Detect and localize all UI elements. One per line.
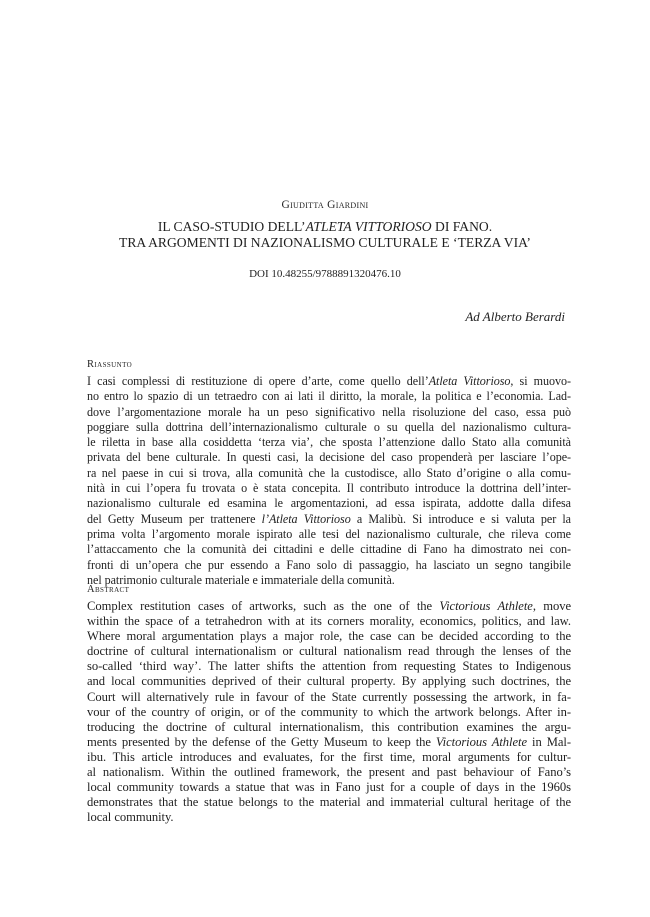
text-line — [87, 389, 571, 404]
text-run: no entro lo spazio di un tetraedro con ai lati il diritto, la morale, la politica e l’economia. Lad- — [87, 389, 571, 404]
text-line — [87, 599, 571, 614]
text-line — [87, 527, 571, 542]
text-run: vour of the country of origin, or of the community to which the artwork belongs. After in- — [87, 704, 571, 719]
text-run: ra nel paese in cui si trova, alla comunità che la custodisce, allo Stato d’origine o alla comu- — [87, 465, 571, 480]
title-line-1 — [0, 219, 650, 235]
text-run: so-called ‘third way’. The latter shifts the attention from requesting States to Indigenous — [87, 659, 571, 674]
text-run: within the space of a tetrahedron with at its corners morality, economics, politics, and law. — [87, 614, 571, 629]
text-run: ibu. This article introduces and evaluates, for the first time, moral arguments for cultur- — [87, 749, 571, 764]
text-line — [87, 420, 571, 435]
text-run: Court will alternatively rule in favour of the State currently possessing the artwork, in fa- — [87, 689, 571, 704]
text-run: a Malibù. Si introduce e si valuta per la — [350, 511, 571, 526]
text-run: and local communities deprived of their cultural property. By applying such doctrines, the — [87, 674, 571, 689]
text-line — [87, 614, 571, 629]
title-line-1-prefix: IL CASO-STUDIO DELL’ — [157, 219, 306, 234]
riassunto-section — [87, 358, 571, 588]
italic-phrase: l’Atleta Vittorioso — [261, 511, 351, 526]
text-line — [87, 496, 571, 511]
text-run: demonstrates that the statue belongs to the material and immaterial cultural heritage of the — [87, 795, 571, 810]
text-line — [87, 720, 571, 735]
text-line — [87, 795, 571, 810]
text-run: troducing the doctrine of cultural internationalism, this contribution examines the argu- — [87, 719, 571, 734]
text-run: Where moral argumentation plays a major role, the case can be decided according to the — [87, 629, 571, 644]
text-run: ments presented by the defense of the Getty Museum to keep the — [87, 734, 436, 749]
text-line — [87, 750, 571, 765]
title-line-1-suffix: DI FANO. — [431, 219, 493, 234]
text-line — [87, 542, 571, 557]
text-line — [87, 735, 571, 750]
author-name: Giuditta Giardini — [281, 199, 369, 211]
text-run: local community towards a statue that was in Fano just for a couple of days in the 1960s — [87, 780, 571, 795]
italic-phrase: Victorious Athlete — [435, 734, 528, 749]
article-title — [0, 219, 650, 251]
text-run: Complex restitution cases of artworks, such as the one of the — [87, 599, 440, 613]
italic-phrase: Atleta Vittorioso — [428, 374, 511, 388]
italic-phrase: Victorious Athlete — [439, 599, 533, 613]
text-run: l’attaccamento che la comunità dei cittadini e delle cittadine di Fano ha dimostrato nei con- — [87, 542, 571, 557]
text-run: , si muovo- — [510, 374, 571, 388]
text-run: nazionalismo culturale ed esamina le argomentazioni, ad essa ispirata, addotte dalla difesa — [87, 496, 571, 511]
text-run: le riletta in base alla cosiddetta ‘terza via’, che sposta l’attenzione dallo Stato alla comunità — [87, 435, 571, 450]
text-run: poggiare sulla dottrina dell’internazionalismo culturale o su quella del nazionalismo cultura- — [87, 419, 571, 434]
title-line-2: TRA ARGOMENTI DI NAZIONALISMO CULTURALE E ‘TERZA VIA’ — [119, 235, 531, 250]
text-run: dove l’argomentazione morale ha un peso significativo nella risoluzione del caso, essa può — [87, 404, 571, 419]
text-line — [87, 810, 571, 825]
dedication: Ad Alberto Berardi — [465, 309, 565, 324]
title-line-1-italic: ATLETA VITTORIOSO — [305, 219, 432, 234]
riassunto-heading: Riassunto — [87, 359, 133, 370]
text-run: local community. — [87, 810, 174, 825]
text-line — [87, 765, 571, 780]
text-run: nel patrimonio culturale materiale e immateriale della comunità. — [87, 572, 395, 587]
text-line — [87, 690, 571, 705]
text-line — [87, 450, 571, 465]
text-line — [87, 659, 571, 674]
text-run: doctrine of cultural internationalism or cultural nationalism read through the lenses of the — [87, 644, 571, 659]
text-line — [87, 780, 571, 795]
text-line — [87, 405, 571, 420]
text-line — [87, 435, 571, 450]
abstract-heading: Abstract — [87, 584, 130, 595]
text-run: fronti di un’opera che pur essendo a Fano solo di passaggio, ha lasciato un segno tangibile — [87, 557, 571, 572]
text-run: del Getty Museum per trattenere — [87, 511, 262, 526]
text-run: nità in cui l’opera fu trovata o è stata concepita. Il contributo introduce la dottrina dell’inter- — [87, 481, 571, 496]
text-line — [87, 644, 571, 659]
text-run: prima volta l’argomento morale ispirato alle tesi del nazionalismo culturale, che rileva come — [87, 526, 571, 541]
text-line — [87, 512, 571, 527]
text-run: , move — [532, 599, 571, 613]
text-run: al nationalism. Within the outlined framework, the present and past behaviour of Fano’s — [87, 765, 571, 780]
text-line — [87, 629, 571, 644]
text-line — [87, 466, 571, 481]
abstract-body — [87, 599, 571, 825]
text-line — [87, 674, 571, 689]
text-run: I casi complessi di restituzione di opere d’arte, come quello dell’ — [87, 374, 429, 388]
riassunto-body — [87, 374, 571, 588]
text-line — [87, 558, 571, 573]
text-line — [87, 481, 571, 496]
text-line — [87, 374, 571, 389]
text-line — [87, 705, 571, 720]
doi-identifier: DOI 10.48255/9788891320476.10 — [249, 268, 401, 280]
text-run: privata del bene culturale. In questi casi, la decisione del caso propenderà per lasciare l’ope- — [87, 450, 571, 465]
abstract-section — [87, 583, 571, 825]
text-run: in Mal- — [527, 734, 571, 749]
